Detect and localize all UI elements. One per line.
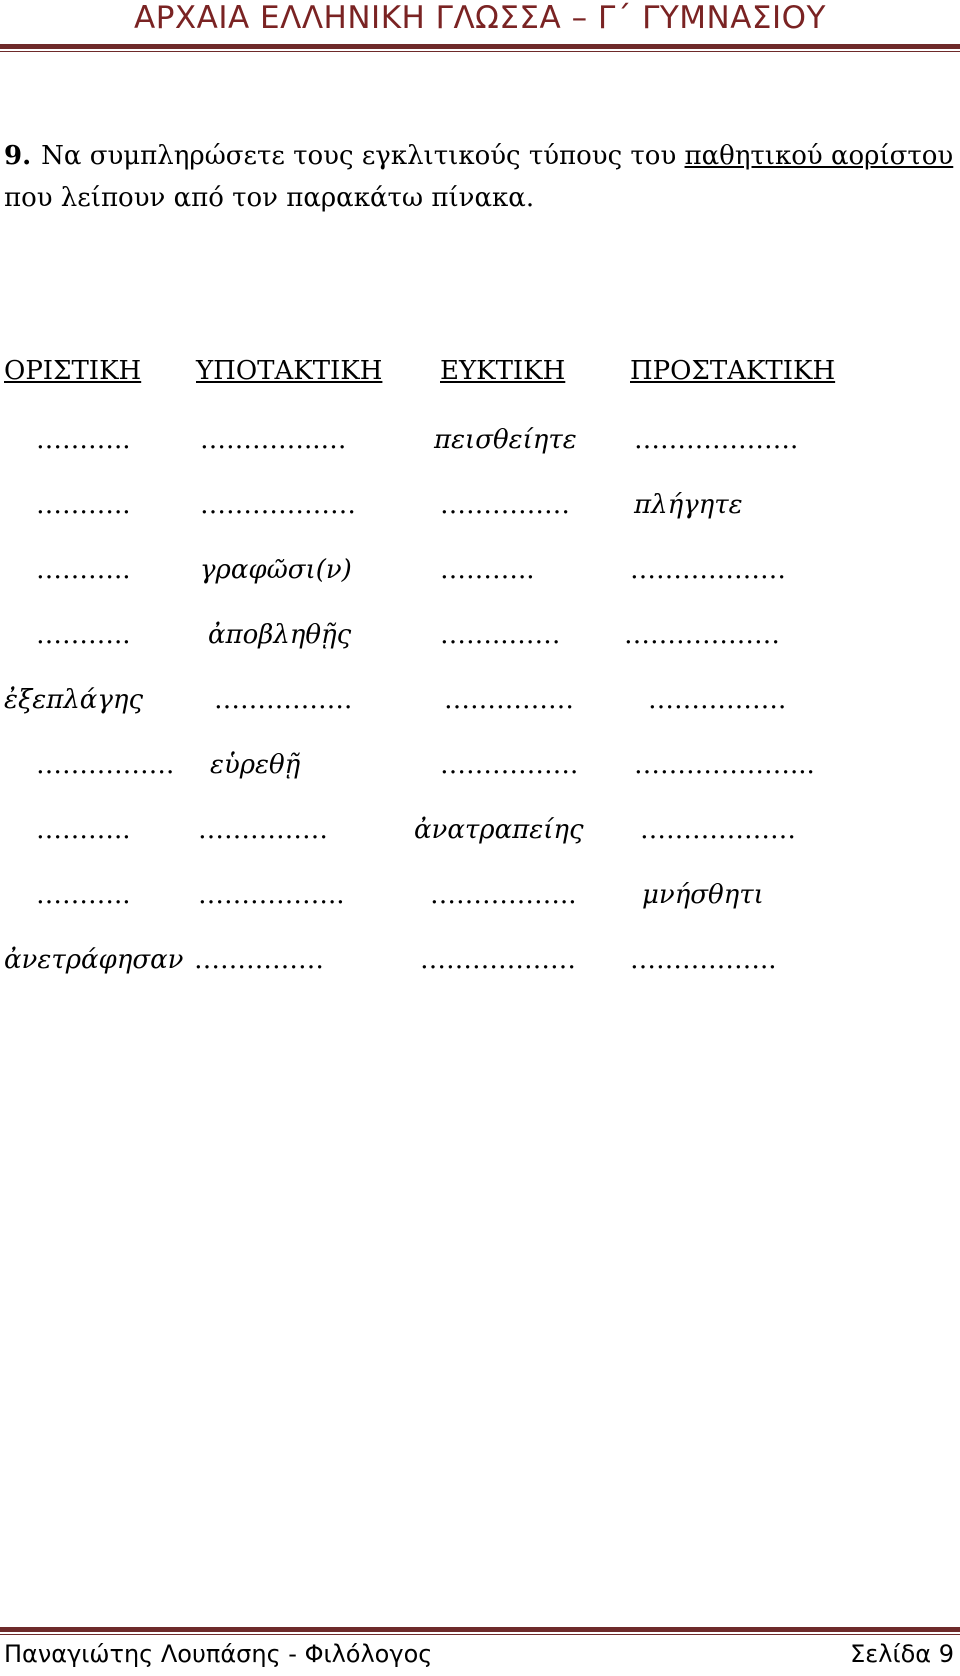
table-cell: πλήγητε xyxy=(634,490,743,520)
table-cell: ἀποβληθῇς xyxy=(208,620,352,650)
instruction-underlined: παθητικού αορίστου xyxy=(684,141,954,171)
table-cell: …………..… xyxy=(200,425,347,455)
table-cell: μνήσθητι xyxy=(642,880,764,910)
footer-author: Παναγιώτης Λουπάσης - Φιλόλογος xyxy=(4,1640,433,1668)
footer-rule-thick xyxy=(0,1627,960,1632)
table-cell: ……………… xyxy=(630,555,786,585)
table-cell: ……..…… xyxy=(440,620,561,650)
table-cell: ……….. xyxy=(36,815,131,845)
table-cell: ……………… xyxy=(624,620,780,650)
table-cell: ………………... xyxy=(634,750,815,780)
table-cell: ……….. xyxy=(36,425,131,455)
table-cell: ……………… xyxy=(640,815,796,845)
table-cell: …………… xyxy=(444,685,574,715)
table-cell: ……………. xyxy=(214,685,353,715)
table-cell: …………….. xyxy=(430,880,577,910)
table-cell: …………… xyxy=(194,945,324,975)
table-cell: ἀνετράφησαν xyxy=(4,945,184,975)
table-cell: ……………. xyxy=(648,685,787,715)
table-cell: ……….. xyxy=(440,555,535,585)
table-cell: εὑρεθῇ xyxy=(210,750,301,780)
table-cell: ……….. xyxy=(36,490,131,520)
table-cell: ………………. xyxy=(634,425,799,455)
column-header-efktiki: ΕΥΚΤΙΚΗ xyxy=(440,356,566,386)
table-cell: γραφῶσι(ν) xyxy=(200,555,352,585)
table-cell: ἐξεπλάγης xyxy=(4,685,144,715)
column-header-prostaktiki: ΠΡΟΣΤΑΚΤΙΚΗ xyxy=(630,356,836,386)
table-cell: ……….. xyxy=(36,620,131,650)
table-cell: ……………. xyxy=(440,750,579,780)
table-cell: ……….. xyxy=(36,880,131,910)
footer-rule-thin xyxy=(0,1634,960,1635)
footer-page-number: Σελίδα 9 xyxy=(850,1640,954,1668)
exercise-instruction xyxy=(4,135,956,219)
table-cell: πεισθείητε xyxy=(434,425,577,455)
instruction-text: Να συμπληρώσετε τους εγκλιτικούς τύπους του xyxy=(41,141,677,171)
instruction-text-end: που λείπουν από τον παρακάτω πίνακα. xyxy=(4,183,535,213)
column-header-ypotaktiki: ΥΠΟΤΑΚΤΙΚΗ xyxy=(196,356,383,386)
table-cell: ἀνατραπείης xyxy=(414,815,584,845)
table-cell: …………….. xyxy=(630,945,777,975)
table-cell: ……………… xyxy=(420,945,576,975)
page-header-title: ΑΡΧΑΙΑ ΕΛΛΗΝΙΚΗ ΓΛΩΣΣΑ – Γ΄ ΓΥΜΝΑΣΙΟΥ xyxy=(134,0,826,36)
exercise-number: 9. xyxy=(4,141,32,171)
header-rule-thick xyxy=(0,44,960,49)
header-rule-thin xyxy=(0,51,960,52)
table-cell: ……….. xyxy=(36,555,131,585)
column-header-oristiki: ΟΡΙΣΤΙΚΗ xyxy=(4,356,142,386)
table-cell: ……………. xyxy=(36,750,175,780)
table-cell: …………….. xyxy=(198,880,345,910)
table-cell: …………… xyxy=(440,490,570,520)
table-cell: …………… xyxy=(198,815,328,845)
table-cell: ……………… xyxy=(200,490,356,520)
